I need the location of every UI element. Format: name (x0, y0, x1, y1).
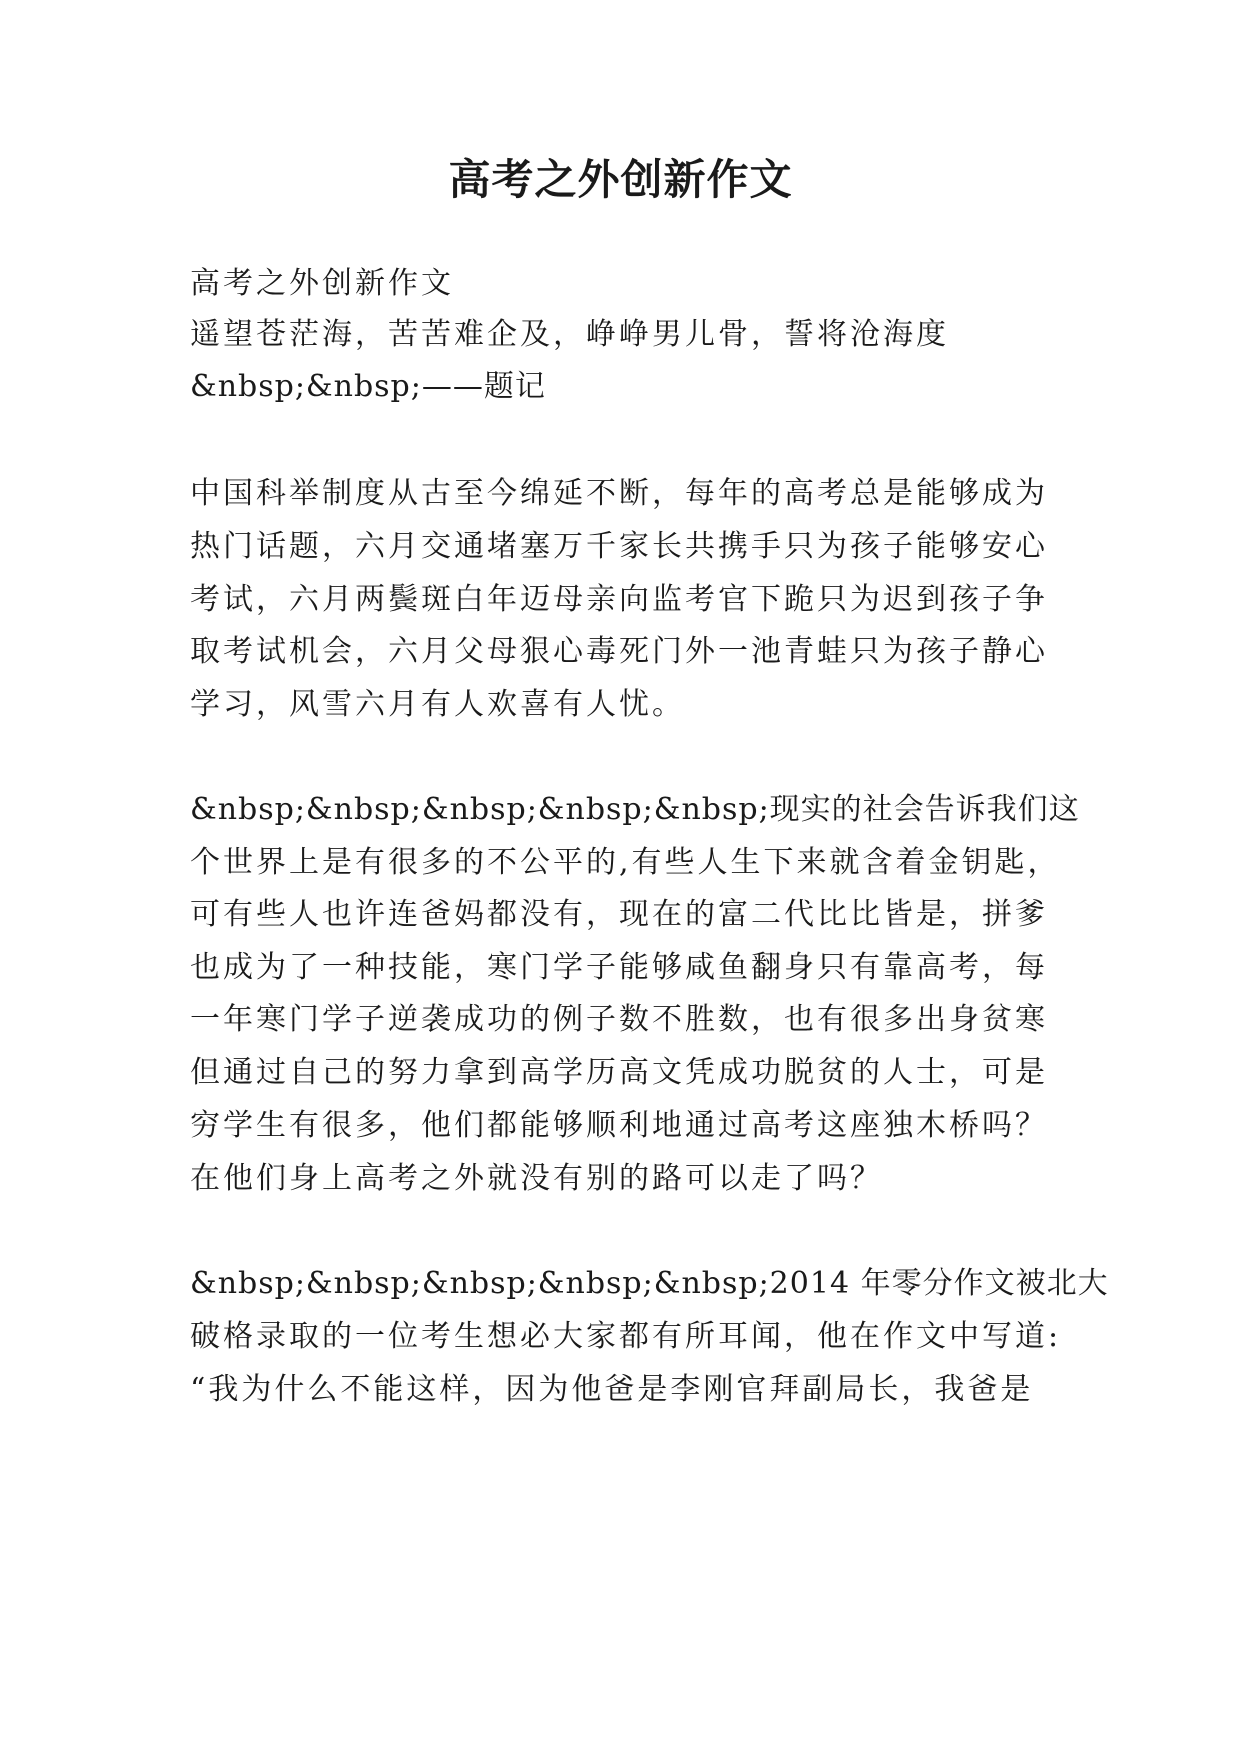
text-line: 但通过自己的努力拿到高学历高文凭成功脱贫的人士，可是 (190, 1055, 1048, 1090)
text-line: 可有些人也许连爸妈都没有，现在的富二代比比皆是，拼爹 (190, 897, 1048, 932)
text-line: 中国科举制度从古至今绵延不断，每年的高考总是能够成为 (190, 476, 1048, 511)
text-line: 穷学生有很多，他们都能够顺利地通过高考这座独木桥吗？ (190, 1108, 1048, 1143)
text-line: 高考之外创新作文 (190, 266, 454, 301)
page-title: 高考之外创新作文 (448, 155, 793, 204)
text-line: 学习，风雪六月有人欢喜有人忧。 (190, 687, 685, 722)
text-line: “我为什么不能这样，因为他爸是李刚官拜副局长，我爸是 (190, 1372, 1034, 1407)
text-line: 考试，六月两鬓斑白年迈母亲向监考官下跪只为迟到孩子争 (190, 582, 1048, 617)
text-line: &nbsp;&nbsp;&nbsp;&nbsp;&nbsp;2014 年零分作文被北大 (190, 1266, 1109, 1301)
text-line: 破格录取的一位考生想必大家都有所耳闻，他在作文中写道: (190, 1319, 1062, 1354)
text-line: &nbsp;&nbsp;&nbsp;&nbsp;&nbsp;现实的社会告诉我们这 (190, 792, 1080, 827)
text-line: 个世界上是有很多的不公平的,有些人生下来就含着金钥匙， (190, 845, 1061, 880)
text-line: 遥望苍茫海，苦苦难企及，峥峥男儿骨，誓将沧海度 (190, 317, 949, 352)
text-line: &nbsp;&nbsp;——题记 (190, 369, 546, 404)
text-line: 一年寒门学子逆袭成功的例子数不胜数，也有很多出身贫寒 (190, 1002, 1048, 1037)
text-line: 在他们身上高考之外就没有别的路可以走了吗？ (190, 1161, 883, 1196)
text-line: 取考试机会，六月父母狠心毒死门外一池青蛙只为孩子静心 (190, 634, 1048, 669)
text-line: 也成为了一种技能，寒门学子能够咸鱼翻身只有靠高考，每 (190, 950, 1048, 985)
text-line: 热门话题，六月交通堵塞万千家长共携手只为孩子能够安心 (190, 529, 1048, 564)
